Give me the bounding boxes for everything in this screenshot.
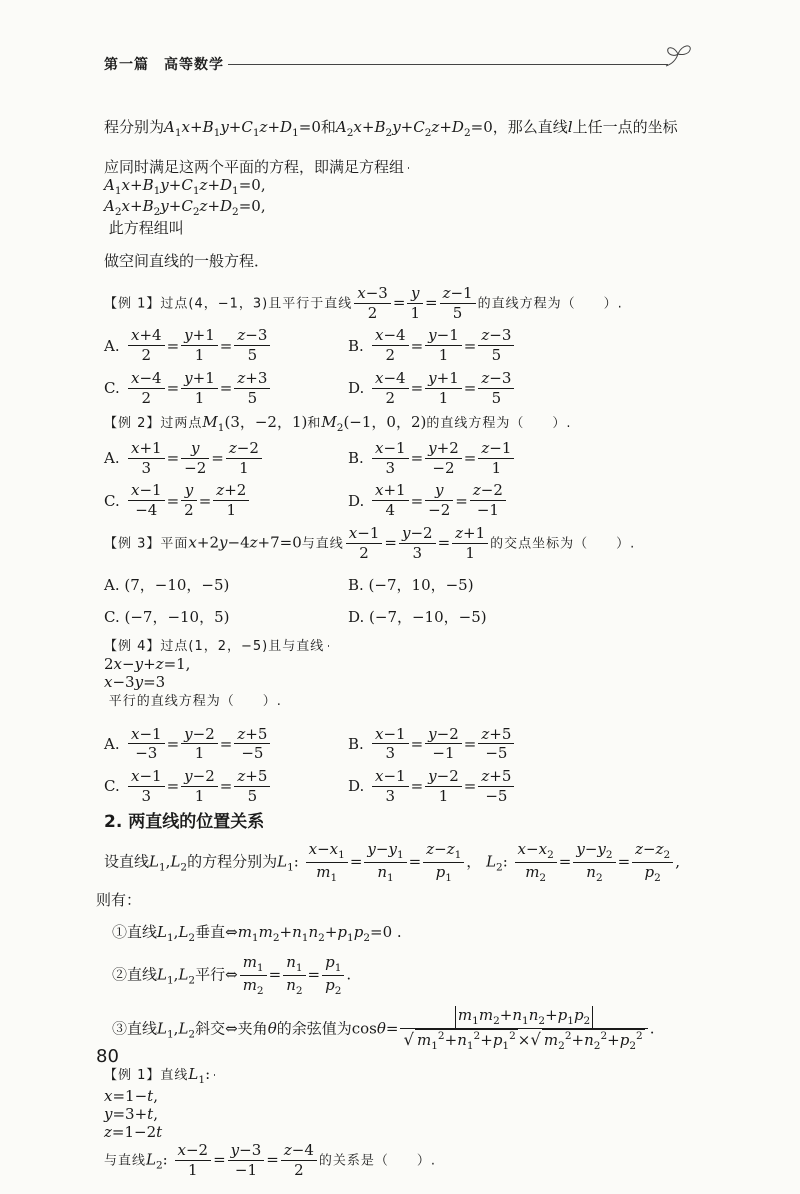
option-c[interactable]: C. $\frac{x-1}{3}$ = $\frac{y-2}{1}$ = $\frac{z+5}{5}$	[104, 767, 348, 806]
example-3-question: 【例 3】平面x+2y−4z+7=0与直线 $\frac{x-1}{2}$ = $\frac{y-2}{3}$ = $\frac{z+1}{1}$ 的交点坐标为（ ）.	[104, 523, 636, 562]
option-b[interactable]: B. $\frac{x-4}{2}$ = $\frac{y-1}{1}$ = $\frac{z-3}{5}$	[348, 326, 648, 365]
example-1-question: 【例 1】过点(4，−1，3)且平行于直线 $\frac{x-3}{2}$ = $\frac{y}{1}$ = $\frac{z-1}{5}$ 的直线方程为（ ）.	[104, 283, 623, 322]
option-b[interactable]: B. (−7，10，−5)	[348, 576, 474, 595]
setup-line: 设直线$L_1,L_2$的方程分别为$L_1$: $\frac{x-x_1}{m_1}$ = $\frac{y-y_1}{n_1}$ = $\frac{z-z_1}{p_1}$ ， $L_2$: $\frac{x-x_2}{m_2}$ = $\frac{y-y_2}{n_2}$ = $\frac{z-z_2}{p_2}$ ,	[104, 839, 680, 885]
option-d[interactable]: D. $\frac{x+1}{4}$ = $\frac{y}{-2}$ = $\frac{z-2}{-1}$	[348, 481, 648, 520]
example-3-options-cd	[104, 608, 700, 626]
option-a[interactable]: A. (7，−10，−5)	[104, 576, 230, 595]
option-b[interactable]: B. $\frac{x-1}{3}$ = $\frac{y+2}{-2}$ = $\frac{z-1}{1}$	[348, 439, 648, 478]
page-header	[96, 40, 696, 76]
intro-line-1: 程分别为$A_1x+B_1y+C_1z+D_1=0$和$A_2x+B_2y+C_2z+D_2=0$，那么直线l上任一点的坐标	[104, 118, 678, 139]
page-content: 程分别为$A_1x+B_1y+C_1z+D_1=0$和$A_2x+B_2y+C_2z+D_2=0$，那么直线l上任一点的坐标 应同时满足这两个平面的方程，即满足方程组 $A_1x+B_1y+C_1z+D_1=0$, $A_2x+B_2y+C_2z+D_2=0$, 此方程组叫 做空间直线的一般方程． 【例 1】过点(4，−1，3)且平行于直线 $\frac{x-3}{2}$ = $\frac{y}{1}$ = $\frac{z-1}{5}$ 的直线方程为（ ）. A. $\frac{x+4}{2}$ = $\frac{y+1}{1}$ = $\frac{z-3}{5}$ B. $\frac{x-4}{2}$ = $\frac{y-1}{1}$ = $\frac{z-3}{5}$ C. $\frac{x-4}{2}$ = $\frac{y+1}{1}$ = $\frac{z+3}{5}$ D. $\frac{x-4}{2}$ = $\frac{y+1}{1}$ = $\frac{z-3}{5}$ 【例 2】过两点$M_1(3$，−2，1)和$M_2(-1$，0，2)的直线方程为（ ）. A. $\frac{x+1}{3}$ = $\frac{y}{-2}$ = $\frac{z-2}{1}$ B. $\frac{x-1}{3}$ = $\frac{y+2}{-2}$ = $\frac{z-1}{1}$ C. $\frac{x-1}{-4}$ = $\frac{y}{2}$ = $\frac{z+2}{1}$ D. $\frac{x+1}{4}$ = $\frac{y}{-2}$ = $\frac{z-2}{-1}$ 【例 3】平面x+2y−4z+7=0与直线 $\frac{x-1}{2}$ = $\frac{y-2}{3}$ = $\frac{z+1}{1}$ 的交点坐标为（ ）. A. (7，−10，−5) B. (−7，10，−5) C. (−7，−10，5) D. (−7，−10，−5) 【例 4】过点(1，2，−5)且与直线 2x−y+z=1, x−3y=3 平行的直线方程为（ ）. A. $\frac{x-1}{-3}$ = $\frac{y-2}{1}$ = $\frac{z+5}{-5}$ B. $\frac{x-1}{3}$ = $\frac{y-2}{-1}$ = $\frac{z+5}{-5}$ C. $\frac{x-1}{3}$ = $\frac{y-2}{1}$ = $\frac{z+5}{5}$ D. $\frac{x-1}{3}$ = $\frac{y-2}{1}$ = $\frac{z+5}{-5}$ 2. 两直线的位置关系 设直线$L_1,L_2$的方程分别为$L_1$: $\frac{x-x_1}{m_1}$ = $\frac{y-y_1}{n_1}$ = $\frac{z-z_1}{p_1}$ ， $L_2$: $\frac{x-x_2}{m_2}$ = $\frac{y-y_2}{n_2}$ = $\frac{z-z_2}{p_2}$ , 则有： ①直线$L_1,L_2$垂直$\Leftrightarrow m_1m_2+n_1n_2+p_1p_2=0$ . ②直线$L_1,L_2$平行⇔ $\frac{m_1}{m_2}$ = $\frac{n_1}{n_2}$ = $\frac{p_1}{p_2}$ . ③直线$L_1,L_2$斜交⇔夹角θ的余弦值为cosθ= $\frac{m_1m_2+n_1n_2+p_1p_2}{√ m_1^2+n_1^2+p_1^2 \times√ m_2^2+n_2^2+p_2^2}$ . 【例 1】直线$L_1$: x=1−t, y=3+t, z=1−2t 与直线$L_2$: $\frac{x-2}{1}$ = $\frac{y-3}{-1}$ = $\frac{z-4}{2}$ 的关系是（ ）.	[104, 118, 700, 1194]
example-1-options-cd	[104, 369, 700, 408]
line-system	[328, 645, 341, 647]
option-b[interactable]: B. $\frac{x-1}{3}$ = $\frac{y-2}{-1}$ = $\frac{z+5}{-5}$	[348, 725, 648, 764]
then-line: 则有：	[96, 891, 142, 910]
option-c[interactable]: C. $\frac{x-1}{-4}$ = $\frac{y}{2}$ = $\frac{z+2}{1}$	[104, 481, 348, 520]
header-title: 第一篇 高等数学	[104, 57, 224, 73]
option-c[interactable]: C. (−7，−10，5)	[104, 608, 230, 627]
sprout-icon	[662, 40, 696, 70]
header-rule	[228, 64, 668, 65]
option-c[interactable]: C. $\frac{x-4}{2}$ = $\frac{y+1}{1}$ = $\frac{z+3}{5}$	[104, 369, 348, 408]
option-d[interactable]: D. (−7，−10，−5)	[348, 608, 487, 627]
option-a[interactable]: A. $\frac{x+1}{3}$ = $\frac{y}{-2}$ = $\frac{z-2}{1}$	[104, 439, 348, 478]
example-3-options-ab	[104, 576, 700, 594]
example-1-options-ab	[104, 326, 700, 365]
option-a[interactable]: A. $\frac{x+4}{2}$ = $\frac{y+1}{1}$ = $\frac{z-3}{5}$	[104, 326, 348, 365]
example-2-question: 【例 2】过两点$M_1(3$，−2，1)和$M_2(-1$，0，2)的直线方程为（ ）.	[104, 413, 572, 435]
example-4-options-cd	[104, 767, 700, 806]
option-d[interactable]: D. $\frac{x-1}{3}$ = $\frac{y-2}{1}$ = $\frac{z+5}{-5}$	[348, 767, 648, 806]
intro-line-3: 做空间直线的一般方程．	[104, 251, 270, 270]
section-heading: 2. 两直线的位置关系	[104, 811, 265, 832]
general-equation-system	[408, 167, 421, 169]
example-2-options-ab	[104, 439, 700, 478]
example-2-options-cd	[104, 481, 700, 520]
param-line-system	[214, 1074, 227, 1076]
rule-oblique: ③直线$L_1,L_2$斜交⇔夹角θ的余弦值为cosθ= $\frac{m_1m_2+n_1n_2+p_1p_2}{√ m_1^2+n_1^2+p_1^2 \times√ m_2^2+n_2^2+p_2^2}$ .	[112, 1006, 655, 1053]
rule-perpendicular: ①直线$L_1,L_2$垂直$\Leftrightarrow m_1m_2+n_1n_2+p_1p_2=0$ .	[112, 923, 402, 945]
example-4-options-ab	[104, 725, 700, 764]
example-5-question: 【例 1】直线$L_1$:	[104, 1065, 700, 1087]
option-d[interactable]: D. $\frac{x-4}{2}$ = $\frac{y+1}{1}$ = $\frac{z-3}{5}$	[348, 369, 648, 408]
option-a[interactable]: A. $\frac{x-1}{-3}$ = $\frac{y-2}{1}$ = $\frac{z+5}{-5}$	[104, 725, 348, 764]
rule-parallel: ②直线$L_1,L_2$平行⇔ $\frac{m_1}{m_2}$ = $\frac{n_1}{n_2}$ = $\frac{p_1}{p_2}$ .	[112, 952, 352, 997]
example-4-question: 【例 4】过点(1，2，−5)且与直线	[104, 636, 700, 655]
intro-line-2: 应同时满足这两个平面的方程，即满足方程组	[104, 158, 700, 176]
page-number: 80	[96, 1046, 119, 1067]
